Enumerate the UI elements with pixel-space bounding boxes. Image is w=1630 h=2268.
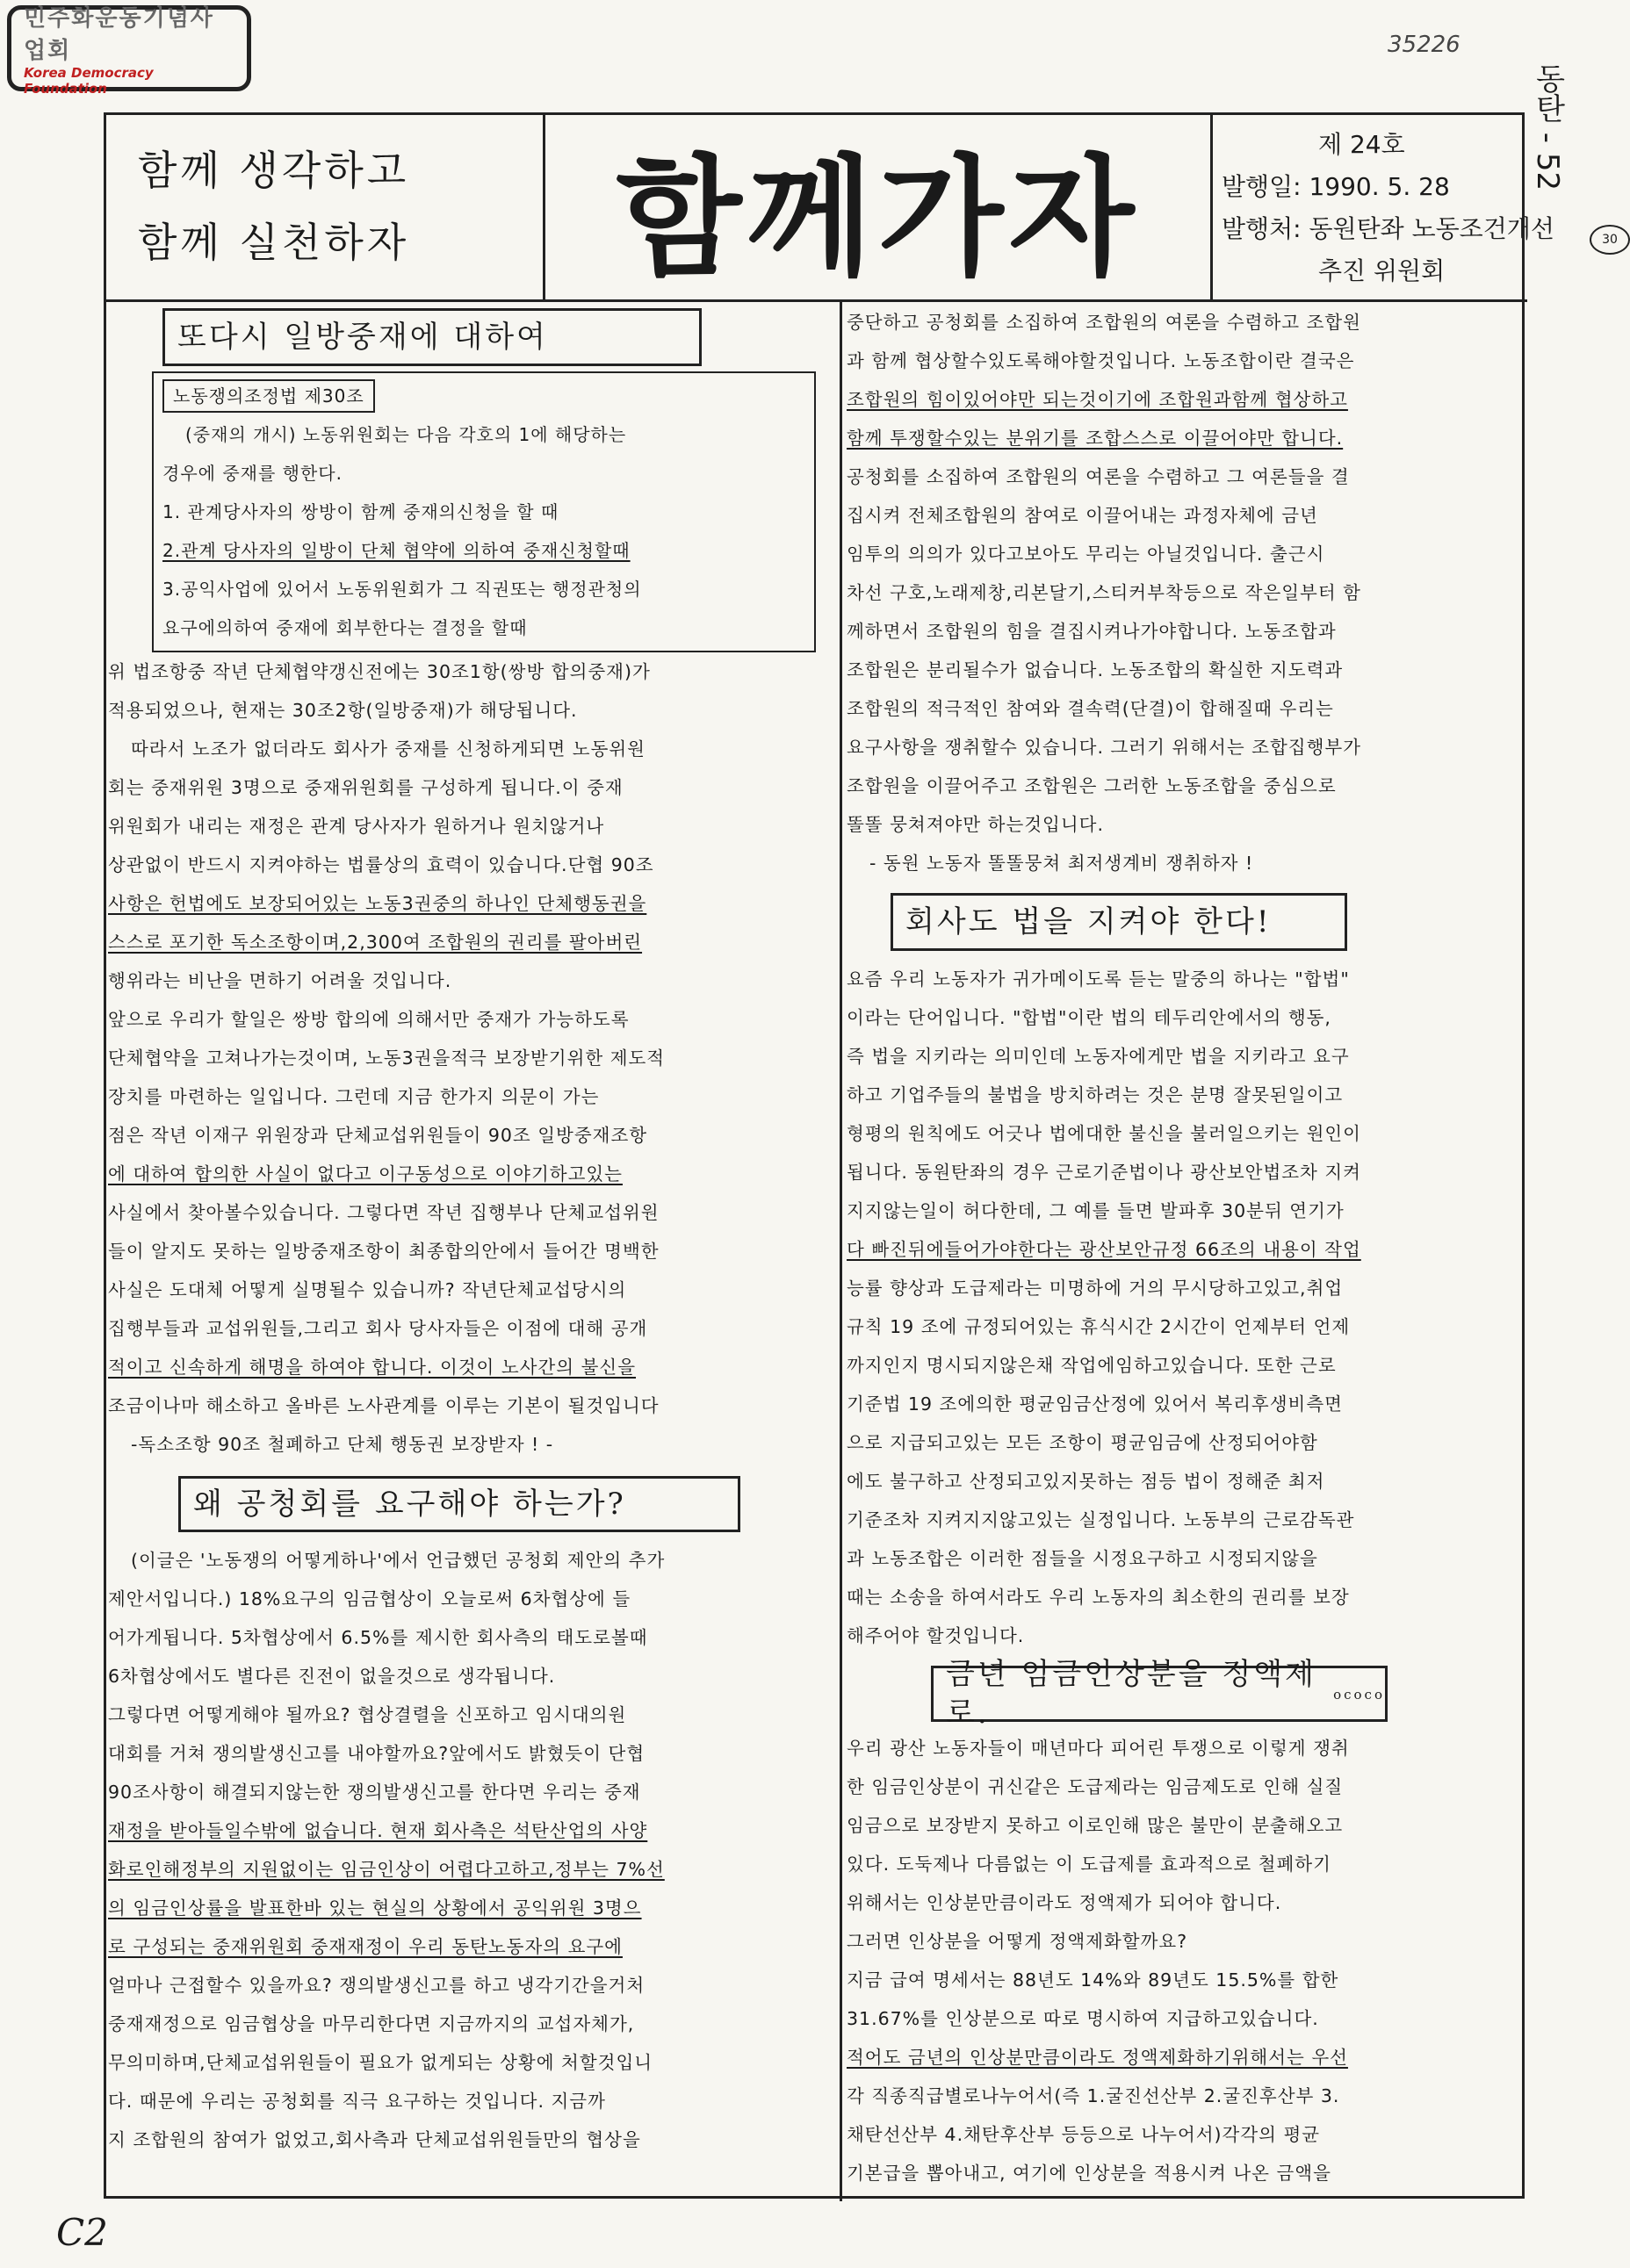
newsletter-title: 함께가자 xyxy=(616,140,1140,293)
law-line: 2.관계 당사자의 일방이 단체 협약에 의하여 중재신청할때 xyxy=(162,540,631,561)
text-line: 함께 투쟁할수있는 분위기를 조합스스로 이끌어야만 합니다. xyxy=(847,428,1344,449)
text-line: 형평의 원칙에도 어긋나 법에대한 불신을 불러일으키는 원인이 xyxy=(847,1123,1361,1144)
text-line: 우리 광산 노동자들이 매년마다 피어린 투쟁으로 이렇게 쟁취 xyxy=(847,1738,1350,1759)
text-line: 31.67%를 인상분으로 따로 명시하여 지급하고있습니다. xyxy=(847,2008,1319,2029)
text-line: 점은 작년 이재구 위원장과 단체교섭위원들이 90조 일방중재조항 xyxy=(108,1125,648,1146)
text-line: 조합원은 분리될수가 없습니다. 노동조합의 확실한 지도력과 xyxy=(847,659,1344,680)
section-mark: ococo xyxy=(1333,1687,1385,1703)
law-line: 요구에의하여 중재에 회부한다는 결정을 할때 xyxy=(162,617,528,638)
masthead-rule xyxy=(106,299,1527,302)
text-line: 때는 소송을 하여서라도 우리 노동자의 최소한의 권리를 보장 xyxy=(847,1587,1350,1608)
section-title-company-law: 회사도 법을 지켜야 한다! xyxy=(891,893,1347,951)
article-company-law-body xyxy=(847,960,1521,1655)
text-line: 얼마나 근접할수 있을까요? 쟁의발생신고를 하고 냉각기간을거처 xyxy=(108,1975,646,1996)
article-fixed-wage-body xyxy=(847,1729,1521,2192)
archive-stamp xyxy=(7,5,251,97)
text-line: 위해서는 인상분만큼이라도 정액제가 되어야 합니다. xyxy=(847,1892,1282,1913)
text-line: 상관없이 반드시 지켜야하는 법률상의 효력이 있습니다.단협 90조 xyxy=(108,854,654,875)
text-line: 기준조차 지켜지지않고있는 실정입니다. 노동부의 근로감독관 xyxy=(847,1509,1355,1530)
text-line: 적용되었으나, 현재는 30조2항(일방중재)가 해당됩니다. xyxy=(108,700,578,721)
text-line: 으로 지급되고있는 모든 조항이 평균임금에 산정되어야함 xyxy=(847,1432,1318,1453)
text-line: 조금이나마 해소하고 올바른 노사관계를 이루는 기본이 될것입니다 xyxy=(108,1395,660,1416)
text-line: 차선 구호,노래제창,리본달기,스티커부착등으로 작은일부터 함 xyxy=(847,582,1361,603)
text-line: 조합원의 적극적인 참여와 결속력(단결)이 합해질때 우리는 xyxy=(847,698,1334,719)
text-line: 중단하고 공청회를 소집하여 조합원의 여론을 수렴하고 조합원 xyxy=(847,312,1361,333)
text-line: 위 법조항중 작년 단체협약갱신전에는 30조1항(쌍방 합의중재)가 xyxy=(108,661,651,682)
text-line: 기본급을 뽑아내고, 여기에 인상분을 적용시켜 나온 금액을 xyxy=(847,2163,1331,2184)
section-title-public-hearing: 왜 공청회를 요구해야 하는가? xyxy=(178,1476,740,1532)
law-article-box xyxy=(152,371,816,652)
text-line: 하고 기업주들의 불법을 방치하려는 것은 분명 잘못된일이고 xyxy=(847,1084,1344,1105)
reference-number: 동탄 - 52 xyxy=(1530,63,1565,191)
text-line: 있다. 도둑제나 다름없는 이 도급제를 효과적으로 철폐하기 xyxy=(847,1854,1331,1875)
text-line: 적어도 금년의 인상분만큼이라도 정액제화하기위해서는 우선 xyxy=(847,2047,1348,2068)
page-mark: C2 xyxy=(56,2211,108,2254)
text-line: 행위라는 비난을 면하기 어려울 것입니다. xyxy=(108,970,452,991)
stamp-org-korean: 민주화운동기념사업회 xyxy=(24,5,214,64)
law-line: 1. 관계당사자의 쌍방이 함께 중재의신청을 할 때 xyxy=(162,501,559,522)
text-line: 조합원을 이끌어주고 조합원은 그러한 노동조합을 중심으로 xyxy=(847,775,1337,796)
slogan-line-1: 함께 생각하고 xyxy=(138,147,410,194)
text-line: 과 함께 협상할수있도록해야할것입니다. 노동조합이란 결국은 xyxy=(847,350,1355,371)
text-line: 앞으로 우리가 할일은 쌍방 합의에 의해서만 중재가 가능하도록 xyxy=(108,1009,630,1030)
text-line: 채탄선산부 4.채탄후산부 등등으로 나누어서)각각의 평균 xyxy=(847,2124,1321,2145)
text-line: 에도 불구하고 산정되고있지못하는 점등 법이 정해준 최저 xyxy=(847,1471,1325,1492)
text-line: 그렇다면 어떻게해야 될까요? 협상결렬을 신포하고 임시대의원 xyxy=(108,1704,627,1725)
text-line: 께하면서 조합원의 힘을 결집시켜나가야합니다. 노동조합과 xyxy=(847,621,1337,642)
text-line: 중재재정으로 임금협상을 마무리한다면 지금까지의 교섭자체가, xyxy=(108,2013,635,2034)
law-article-heading: 노동쟁의조정법 제30조 xyxy=(162,379,375,413)
text-line: 집시켜 전체조합원의 참여로 이끌어내는 과정자체에 금년 xyxy=(847,505,1318,526)
left-column xyxy=(108,303,835,2159)
text-line: 똘똘 뭉쳐져야만 하는것입니다. xyxy=(847,814,1104,835)
text-line: 해주어야 할것입니다. xyxy=(847,1625,1025,1646)
text-line: 까지인지 명시되지않은채 작업에임하고있습니다. 또한 근로 xyxy=(847,1355,1337,1376)
text-line: 다 빠진뒤에들어가야한다는 광산보안규정 66조의 내용이 작업 xyxy=(847,1239,1361,1260)
column-divider xyxy=(840,299,842,2201)
text-line: 임투의 의의가 있다고보아도 무리는 아닐것입니다. 출근시 xyxy=(847,544,1325,565)
text-line: 재정을 받아들일수밖에 없습니다. 현재 회사측은 석탄산업의 사양 xyxy=(108,1820,648,1841)
issue-date: 발행일: 1990. 5. 28 xyxy=(1222,172,1450,201)
masthead-title-box xyxy=(545,115,1213,299)
text-line: 규칙 19 조에 규정되어있는 휴식시간 2시간이 언제부터 언제 xyxy=(847,1316,1351,1337)
text-line: 능률 향상과 도급제라는 미명하에 거의 무시당하고있고,취업 xyxy=(847,1278,1344,1299)
issue-number: 제 24호 xyxy=(1318,130,1405,159)
text-line: 제안서입니다.) 18%요구의 임금협상이 오늘로써 6차협상에 들 xyxy=(108,1588,631,1609)
text-line: 공청회를 소집하여 조합원의 여론을 수렴하고 그 여론들을 결 xyxy=(847,466,1350,487)
reference-circle: 30 xyxy=(1590,225,1630,255)
text-line: 집행부들과 교섭위원들,그리고 회사 당사자들은 이점에 대해 공개 xyxy=(108,1318,648,1339)
text-line: 대회를 거쳐 쟁의발생신고를 내야할까요?앞에서도 밝혔듯이 단협 xyxy=(108,1743,646,1764)
text-line: 6차협상에서도 별다른 진전이 없을것으로 생각됩니다. xyxy=(108,1666,556,1687)
text-line: 임금으로 보장받지 못하고 이로인해 많은 불만이 분출해오고 xyxy=(847,1815,1344,1836)
text-line: 의 임금인상률을 발표한바 있는 현실의 상황에서 공익위원 3명으 xyxy=(108,1897,642,1919)
text-line: 위원회가 내리는 재정은 관계 당사자가 원하거나 원치않거나 xyxy=(108,816,605,837)
text-line: (이글은 '노동쟁의 어떻게하나'에서 언급했던 공청회 제안의 추가 xyxy=(131,1550,666,1571)
masthead-info xyxy=(1213,115,1554,299)
text-line: 과 노동조합은 이러한 점들을 시정요구하고 시정되지않을 xyxy=(847,1548,1318,1569)
text-line: 사실에서 찾아볼수있습니다. 그렇다면 작년 집행부나 단체교섭위원 xyxy=(108,1202,660,1223)
text-line: 즉 법을 지키라는 의미인데 노동자에게만 법을 지키라고 요구 xyxy=(847,1046,1350,1067)
text-line: 요구사항을 쟁취할수 있습니다. 그러기 위해서는 조합집행부가 xyxy=(847,737,1361,758)
text-line: 장치를 마련하는 일입니다. 그런데 지금 한가지 의문이 가는 xyxy=(108,1086,600,1107)
article-public-hearing-continued xyxy=(847,303,1521,882)
slogan-line: -독소조항 90조 철폐하고 단체 행동권 보장받자 ! - xyxy=(131,1434,554,1455)
text-line: 됩니다. 동원탄좌의 경우 근로기준법이나 광산보안법조차 지켜 xyxy=(847,1162,1361,1183)
text-line: 이라는 단어입니다. "합법"이란 법의 테두리안에서의 행동, xyxy=(847,1007,1331,1028)
text-line: 화로인해정부의 지원없이는 임금인상이 어렵다고하고,정부는 7%선 xyxy=(108,1859,665,1880)
text-line: 스스로 포기한 독소조항이며,2,300여 조합원의 권리를 팔아버린 xyxy=(108,932,643,953)
text-line: 기준법 19 조에의한 평균임금산정에 있어서 복리후생비측면 xyxy=(847,1393,1343,1415)
text-line: 90조사항이 해결되지않는한 쟁의발생신고를 한다면 우리는 중재 xyxy=(108,1782,641,1803)
text-line: 각 직종직급별로나누어서(즉 1.굴진선산부 2.굴진후산부 3. xyxy=(847,2085,1340,2106)
publisher: 발행처: 동원탄좌 노동조건개선 xyxy=(1222,214,1554,243)
right-column xyxy=(847,303,1521,2192)
text-line: 로 구성되는 중재위원회 중재재정이 우리 동탄노동자의 요구에 xyxy=(108,1936,623,1957)
slogan-line-2: 함께 실천하자 xyxy=(138,219,410,266)
text-line: 지금 급여 명세서는 88년도 14%와 89년도 15.5%를 합한 xyxy=(847,1969,1339,1991)
text-line: 무의미하며,단체교섭위원들이 필요가 없게되는 상황에 처할것입니 xyxy=(108,2052,653,2073)
text-line: 지지않는일이 허다한데, 그 예를 들면 발파후 30분뒤 연기가 xyxy=(847,1200,1345,1221)
text-line: 다. 때문에 우리는 공청회를 직극 요구하는 것입니다. 지금까 xyxy=(108,2091,606,2112)
law-line: 경우에 중재를 행한다. xyxy=(162,463,343,484)
section-title-arbitration: 또다시 일방중재에 대하여 xyxy=(162,308,702,366)
text-line: 적이고 신속하게 해명을 하여야 합니다. 이것이 노사간의 불신을 xyxy=(108,1357,637,1378)
law-line: (중재의 개시) 노동위원회는 다음 각호의 1에 해당하는 xyxy=(185,424,627,445)
text-line: 요즘 우리 노동자가 귀가메이도록 듣는 말중의 하나는 "합법" xyxy=(847,968,1350,990)
text-line: 따라서 노조가 없더라도 회사가 중재를 신청하게되면 노동위원 xyxy=(131,738,646,760)
newsletter-page xyxy=(104,112,1554,2199)
text-line: 들이 알지도 못하는 일방중재조항이 최종합의안에서 들어간 명백한 xyxy=(108,1241,660,1262)
publisher-line-2: 추진 위원회 xyxy=(1318,256,1446,285)
article-public-hearing-body xyxy=(108,1541,835,2159)
text-line: 사항은 헌법에도 보장되어있는 노동3권중의 하나인 단체행동권을 xyxy=(108,893,647,914)
text-line: 사실은 도대체 어떻게 실명될수 있습니까? 작년단체교섭당시의 xyxy=(108,1279,627,1300)
text-line: 한 임금인상분이 귀신같은 도급제라는 임금제도로 인해 실질 xyxy=(847,1776,1344,1797)
text-line: 회는 중재위원 3명으로 중재위원회를 구성하게 됩니다.이 중재 xyxy=(108,777,624,798)
text-line: 지 조합원의 참여가 없었고,회사측과 단체교섭위원들만의 협상을 xyxy=(108,2129,641,2150)
text-line: 어가게됩니다. 5차협상에서 6.5%를 제시한 회사측의 태도로볼때 xyxy=(108,1627,648,1648)
text-line: 에 대하여 합의한 사실이 없다고 이구동성으로 이야기하고있는 xyxy=(108,1163,623,1184)
text-line: 그러면 인상분을 어떻게 정액제화할까요? xyxy=(847,1931,1188,1952)
article-arbitration-body xyxy=(108,652,835,1464)
text-line: 조합원의 힘이있어야만 되는것이기에 조합원과함께 협상하고 xyxy=(847,389,1348,410)
masthead-slogan xyxy=(106,115,545,299)
text-line: 단체협약을 고쳐나가는것이며, 노동3권을적극 보장받기위한 제도적 xyxy=(108,1048,666,1069)
section-title-fixed-wage: 금년 임금인상분을 정액제로. ococo xyxy=(931,1666,1388,1722)
slogan-line: - 동원 노동자 똘똘뭉쳐 최저생계비 쟁취하자 ! xyxy=(869,853,1254,874)
law-line: 3.공익사업에 있어서 노동위원회가 그 직권또는 행정관청의 xyxy=(162,579,642,600)
archive-number: 35226 xyxy=(1388,32,1461,58)
stamp-org-english: Korea Democracy Foundation xyxy=(24,65,154,97)
